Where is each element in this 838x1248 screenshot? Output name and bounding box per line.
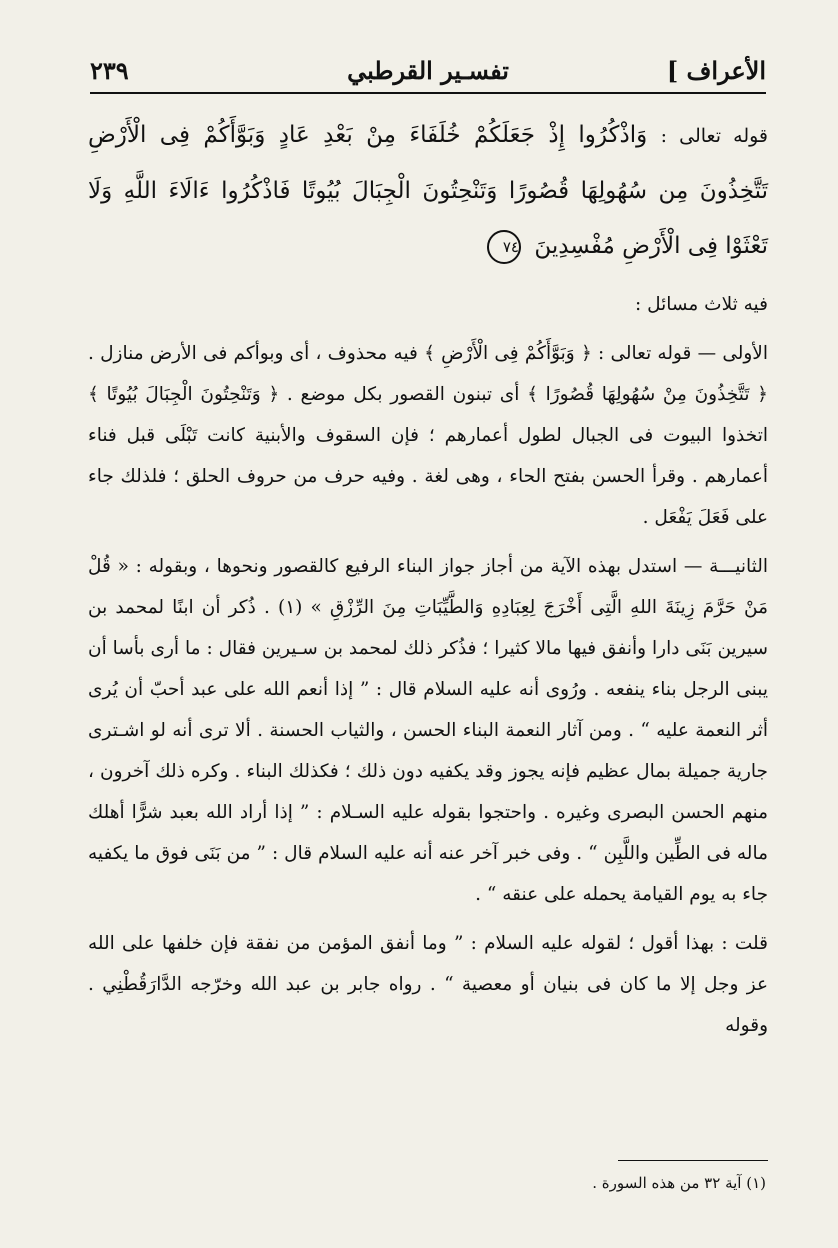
quran-verse [88,108,768,274]
issue-two-paragraph: الثانيـــة — استدل بهذه الآية من أجاز جواز البناء الرفيع كالقصور ونحوها ، وبقوله : « قُلْ مَنْ حَرَّمَ زِينَةَ اللهِ الَّتِى أَخْرَجَ لِعِبَادِهِ وَالطَّيِّبَاتِ مِنَ الرِّزْقِ » (١) . ذُكر أن ابنًا لمحمد بن سيرين بَنَى دارا وأنفق فيها مالا كثيرا ؛ فذُكر ذلك لمحمد بن سـيرين فقال : ما أرى بأسا أن يبنى الرجل بناء ينفعه . ورُوى أنه عليه السلام قال : ” إذا أنعم الله على عبد أحبّ أن يُرى أثر النعمة عليه “ . ومن آثار النعمة البناء الحسن ، والثياب الحسنة . ألا ترى أنه لو اشـترى جارية جميلة بمال عظيم فإنه يجوز وقد يكفيه دون ذلك ؛ فكذلك البناء . وكره ذلك آخرون ، منهم الحسن البصرى وغيره . واحتجوا بقوله عليه السـلام : ” إذا أراد الله بعبد شرًّا أهلك ماله فى الطِّين واللَّبِن “ . وفى خبر آخر عنه أنه عليه السلام قال : ” من بَنَى فوق ما يكفيه جاء به يوم القيامة يحمله على عنقه “ . [88,556,768,905]
issue-one-paragraph: الأولى — قوله تعالى : ﴿ وَبَوَّأَكُمْ فِى الْأَرْضِ ﴾ فيه محذوف ، أى وبوأكم فى الأرض منازل . ﴿ تَتَّخِذُونَ مِنْ سُهُولِهَا قُصُورًا ﴾ أى تبنون القصور بكل موضع . ﴿ وَتَنْحِتُونَ الْجِبَالَ بُيُوتًا ﴾ اتخذوا البيوت فى الجبال لطول أعمارهم ؛ فإن السقوف والأبنية كانت تَبْلَى قبل فناء أعمارهم . وقرأ الحسن بفتح الحاء ، وهى لغة . وفيه حرف من حروف الحلق ؛ فلذلك جاء على فَعَلَ يَفْعَل . [88,343,768,528]
page-header [90,52,766,94]
surah-name: الأعراف ] [666,56,766,85]
verse-intro: قوله تعالى : [660,125,769,147]
footnote: (١) آية ٣٢ من هذه السورة . [592,1174,766,1192]
verse-text: وَاذْكُرُوا إِذْ جَعَلَكُمْ خُلَفَاءَ مِنْ بَعْدِ عَادٍ وَبَوَّأَكُمْ فِى الْأَرْضِ تَتَّخِذُونَ مِن سُهُولِهَا قُصُورًا وَتَنْحِتُونَ الْجِبَالَ بُيُوتًا فَاذْكُرُوا ءَالَاءَ اللَّهِ وَلَا تَعْثَوْا فِى الْأَرْضِ مُفْسِدِينَ [88,122,768,259]
footnote-divider [618,1160,768,1161]
ayah-number-marker: ٧٤ [487,230,521,264]
page-body [88,108,768,1046]
book-title: تفسـير القرطبي [347,56,509,85]
page-number: ٢٣٩ [90,56,129,85]
issues-intro: فيه ثلاث مسائل : [634,294,768,315]
author-comment-paragraph: قلت : بهذا أقول ؛ لقوله عليه السلام : ” وما أنفق المؤمن من نفقة فإن خلفها على الله عز وجل إلا ما كان فى بنيان أو معصية “ . رواه جابر بن عبد الله وخرّجه الدَّارَقُطْنِي . وقوله [88,933,768,1036]
